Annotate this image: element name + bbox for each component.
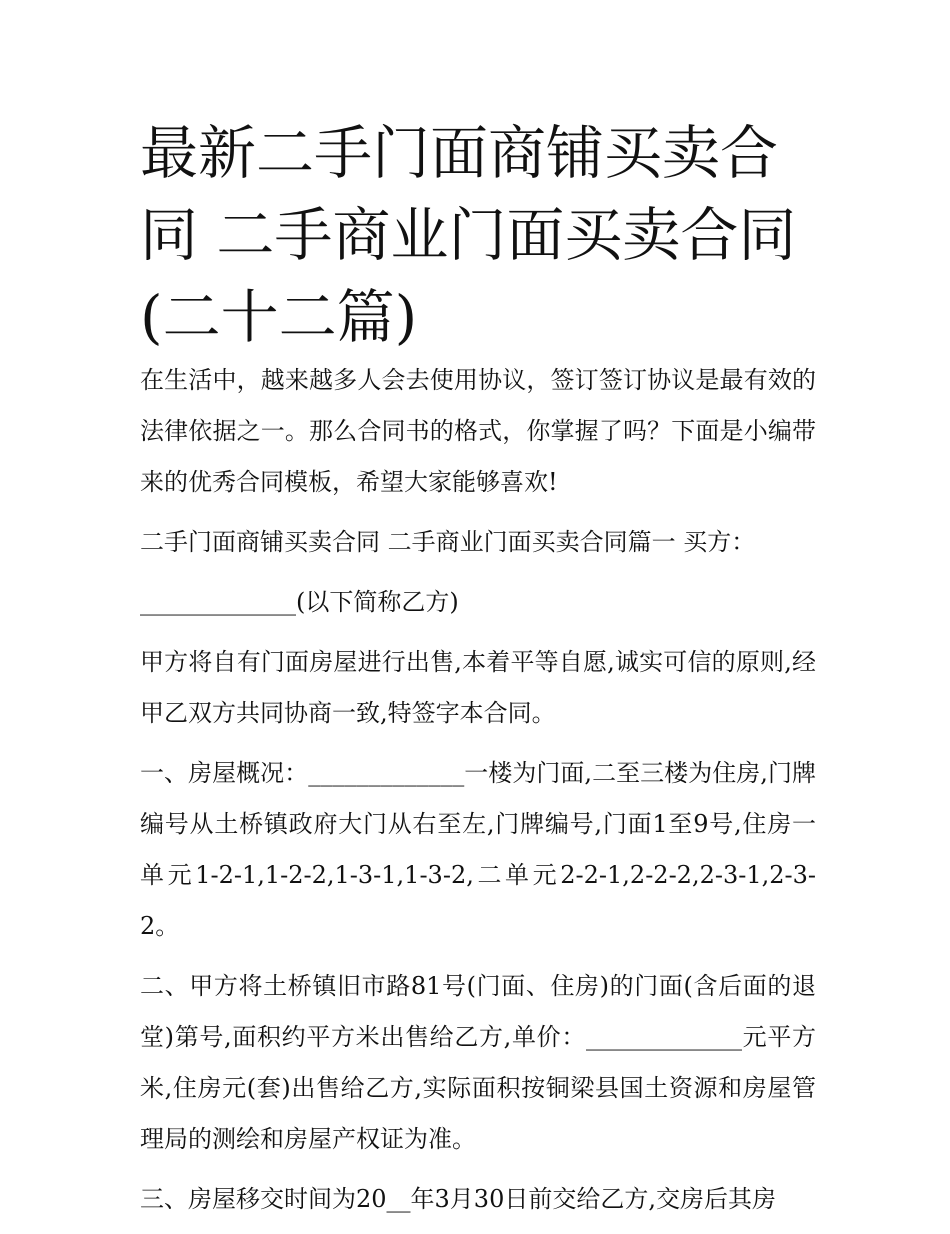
paragraph-clause-1: 一、房屋概况：_____________一楼为门面,二至三楼为住房,门牌编号从土桥镇政府大门从右至左,门牌编号,门面1至9号,住房一单元1-2-1,1-2-2,1-3-1,1-3-2,二单元2-2-1,2-2-2,2-3-1,2-3-2。	[140, 759, 816, 940]
paragraph-clause-2: 二、甲方将土桥镇旧市路81号(门面、住房)的门面(含后面的退堂)第号,面积约平方米出售给乙方,单价：_____________元平方米,住房元(套)出售给乙方,实际面积按铜梁县国土资源和房屋管理局的测绘和房屋产权证为准。	[140, 972, 816, 1153]
paragraph-buyer-blank: _____________(以下简称乙方)	[140, 588, 459, 616]
paragraph-intro: 在生活中，越来越多人会去使用协议，签订签订协议是最有效的法律依据之一。那么合同书的格式，你掌握了吗？下面是小编带来的优秀合同模板，希望大家能够喜欢!	[140, 366, 816, 496]
document-title: 最新二手门面商铺买卖合同 二手商业门面买卖合同(二十二篇)	[140, 119, 797, 351]
paragraph-clause-3: 三、房屋移交时间为20__年3月30日前交给乙方,交房后其房	[140, 1185, 776, 1213]
document-body	[140, 355, 816, 1234]
paragraph-preamble: 甲方将自有门面房屋进行出售,本着平等自愿,诚实可信的原则,经甲乙双方共同协商一致,特签字本合同。	[140, 648, 816, 727]
paragraph-contract-heading: 二手门面商铺买卖合同 二手商业门面买卖合同篇一 买方：	[140, 528, 756, 556]
